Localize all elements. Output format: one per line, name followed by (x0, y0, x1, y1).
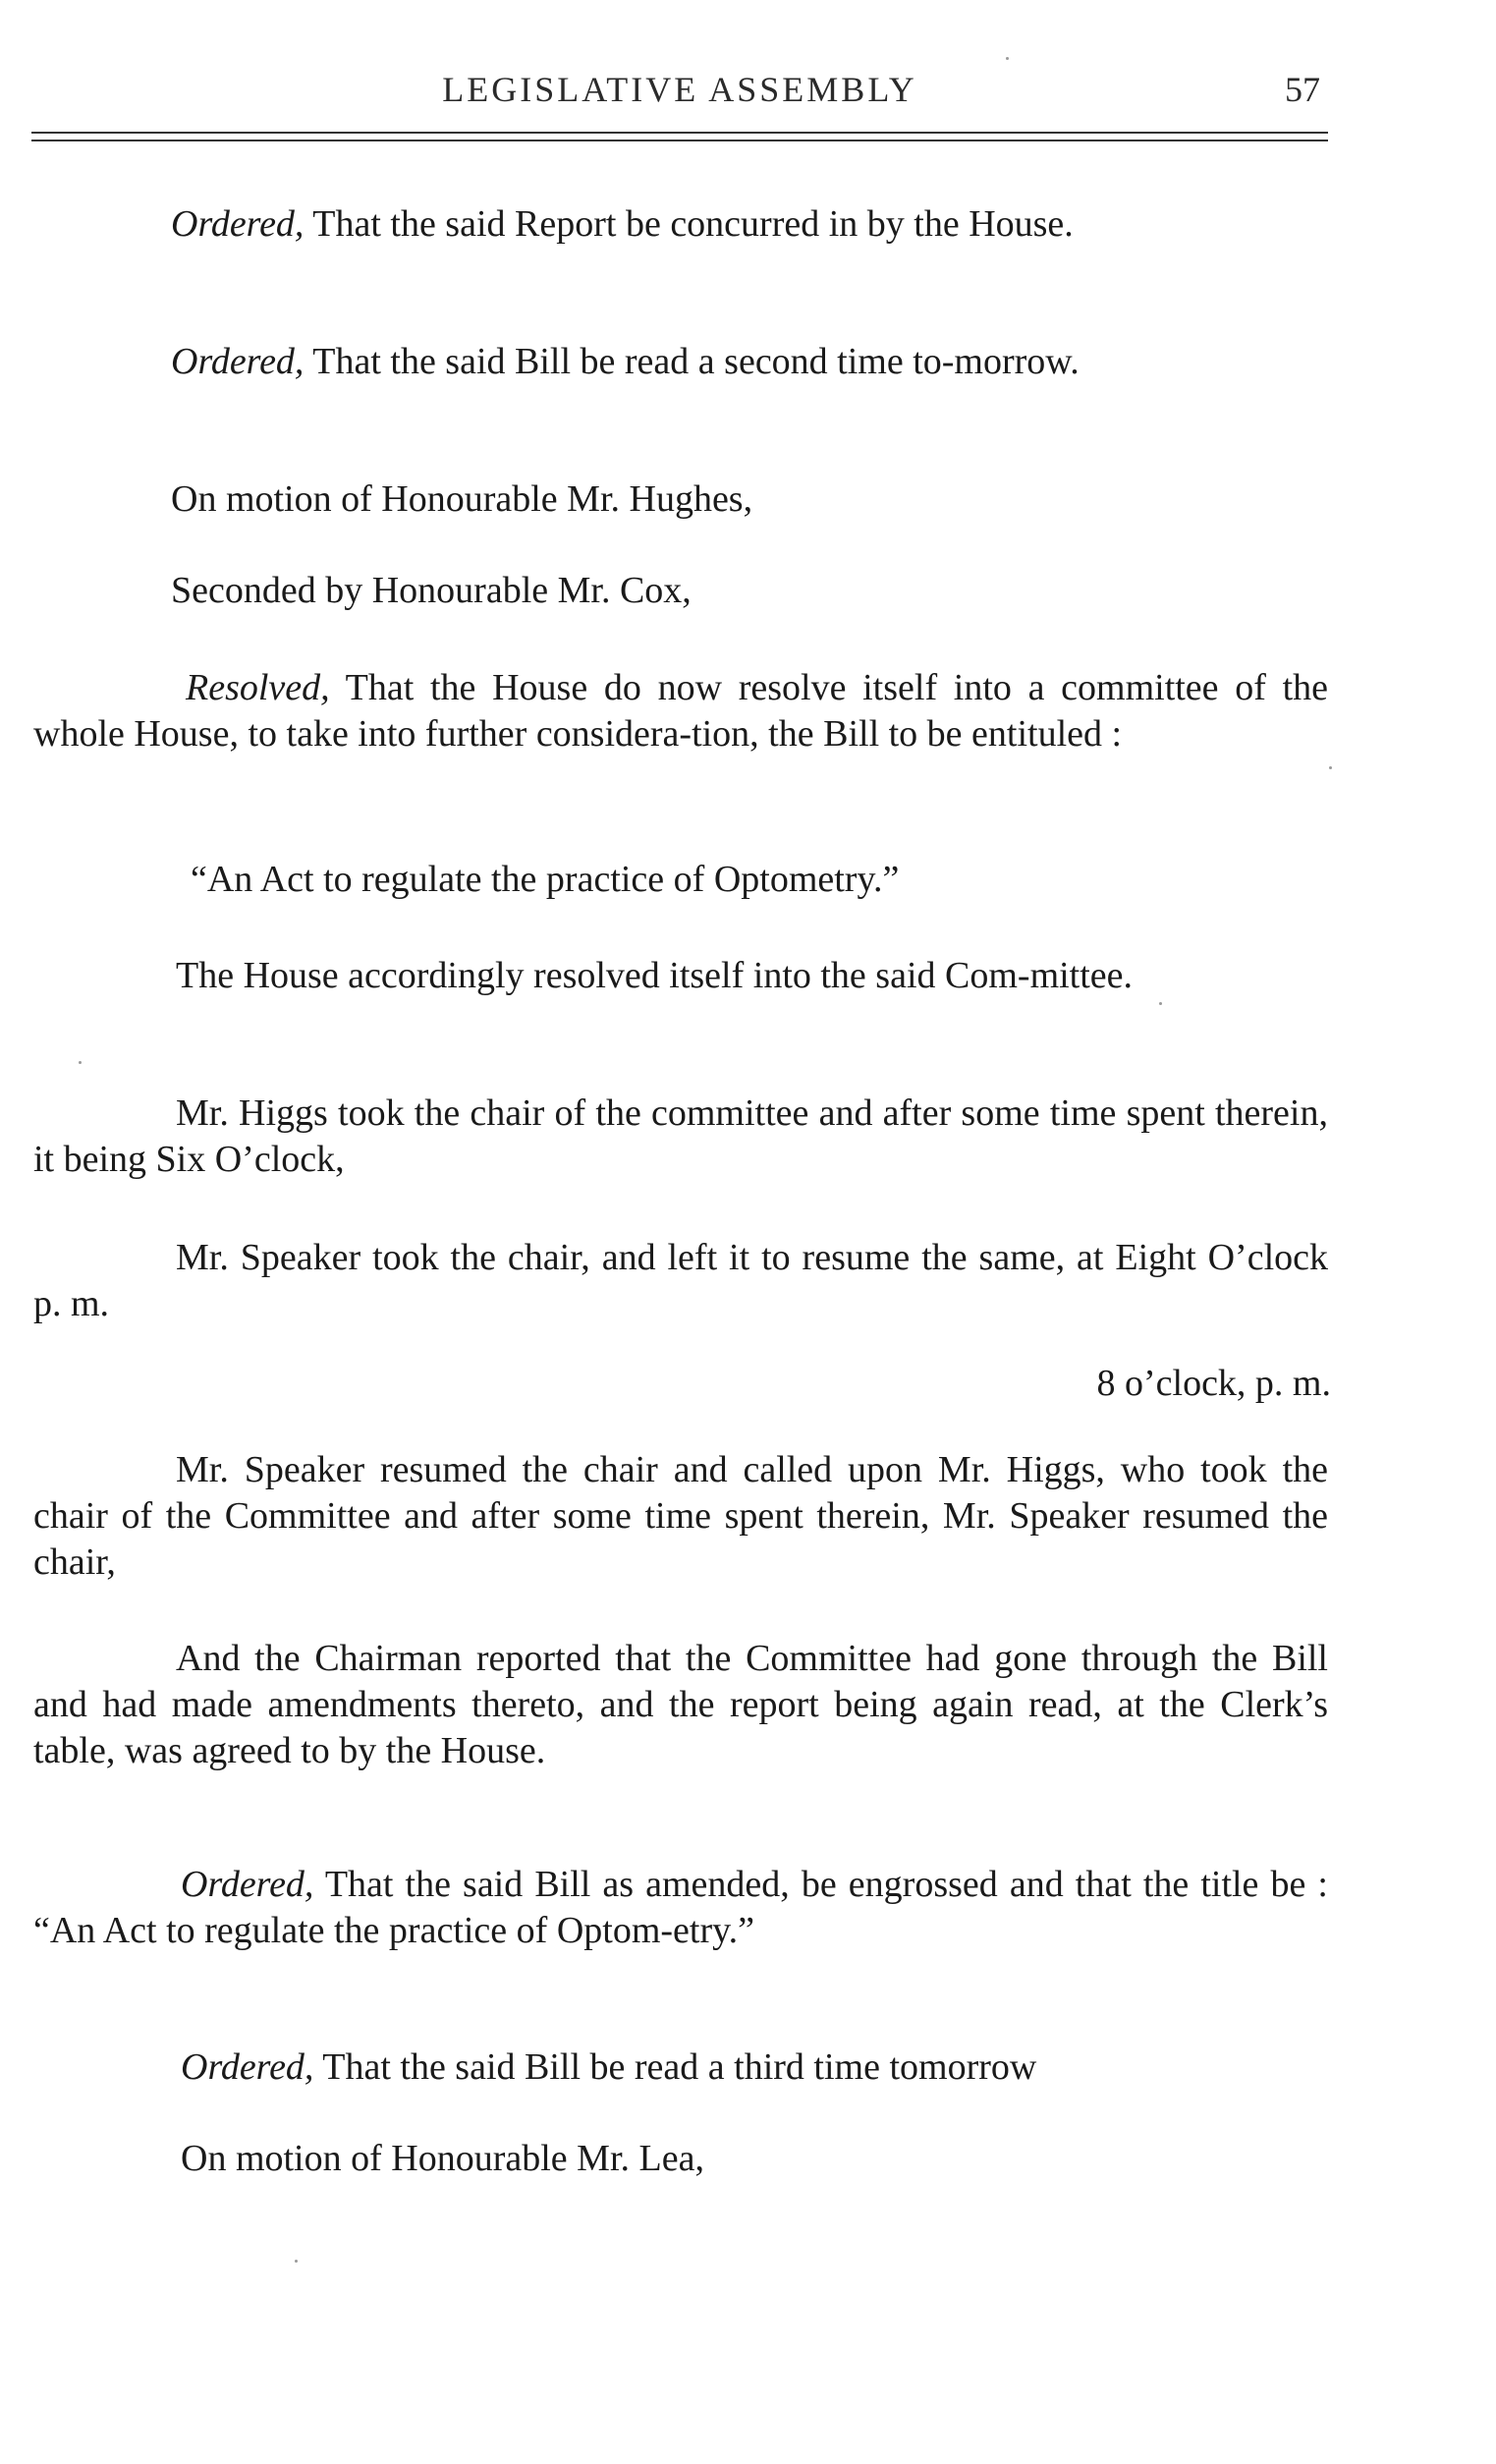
paragraph-text: That the said Report be concurred in by the House. (304, 203, 1074, 245)
paragraph-text: The House accordingly resolved itself into the said Com-mittee. (176, 955, 1134, 996)
paragraph-ordered-second-reading (33, 339, 1328, 385)
paragraph-ordered-engrossed (33, 1862, 1328, 1954)
paragraph-house-resolved (33, 953, 1328, 999)
paragraph-motion-hughes: On motion of Honourable Mr. Hughes, (171, 478, 753, 520)
paragraph-text: Mr. Speaker took the chair, and left it to resume the same, at Eight O’clock p. m. (33, 1237, 1328, 1324)
scan-speck (1159, 1002, 1162, 1005)
scan-speck (79, 1061, 82, 1064)
paragraph-text: That the said Bill as amended, be engrossed and that the title be : “An Act to regulate the practice of Optom-etry.” (33, 1864, 1328, 1951)
paragraph-motion-lea: On motion of Honourable Mr. Lea, (181, 2138, 704, 2179)
paragraph-speaker-took-chair (33, 1235, 1328, 1327)
scan-speck (295, 2260, 298, 2263)
paragraph-lead: Ordered, (181, 2046, 314, 2088)
paragraph-speaker-resumed (33, 1447, 1328, 1586)
paragraph-higgs-chair (33, 1091, 1328, 1183)
page-number: 57 (1285, 70, 1320, 109)
paragraph-text: Mr. Higgs took the chair of the committee and after some time spent therein, it being Six O’clock, (33, 1092, 1328, 1180)
paragraph-ordered-concur (33, 201, 1328, 248)
header-rule-bottom (31, 140, 1328, 141)
header-rule-top (31, 132, 1328, 134)
scan-speck (1329, 766, 1332, 769)
paragraph-text: That the said Bill be read a second time to-morrow. (304, 341, 1080, 382)
time-marker: 8 o’clock, p. m. (1096, 1363, 1331, 1404)
paragraph-seconded-cox: Seconded by Honourable Mr. Cox, (171, 570, 692, 611)
running-title: LEGISLATIVE ASSEMBLY (442, 70, 917, 109)
paragraph-lead: Resolved, (186, 667, 330, 708)
paragraph-text: That the said Bill be read a third time tomorrow (313, 2046, 1037, 2088)
paragraph-lead: Ordered, (171, 341, 305, 382)
paragraph-ordered-third-reading (33, 2044, 1328, 2091)
paragraph-act-title: “An Act to regulate the practice of Optometry.” (191, 859, 900, 900)
paragraph-text: That the House do now resolve itself into a committee of the whole House, to take into further considera-tion, the Bill to be entituled : (33, 667, 1328, 755)
paragraph-lead: Ordered, (181, 1864, 314, 1905)
paragraph-resolved (33, 665, 1328, 757)
scan-speck (1006, 57, 1009, 60)
paragraph-text: Mr. Speaker resumed the chair and called upon Mr. Higgs, who took the chair of the Committee and after some time spent therein, Mr. Speaker resumed the chair, (33, 1449, 1328, 1583)
page-header (31, 61, 1328, 120)
paragraph-lead: Ordered, (171, 203, 305, 245)
paragraph-text: And the Chairman reported that the Committee had gone through the Bill and had made amendments thereto, and the report being again read, at the Clerk’s table, was agreed to by the House. (33, 1638, 1328, 1771)
paragraph-chairman-report (33, 1636, 1328, 1774)
